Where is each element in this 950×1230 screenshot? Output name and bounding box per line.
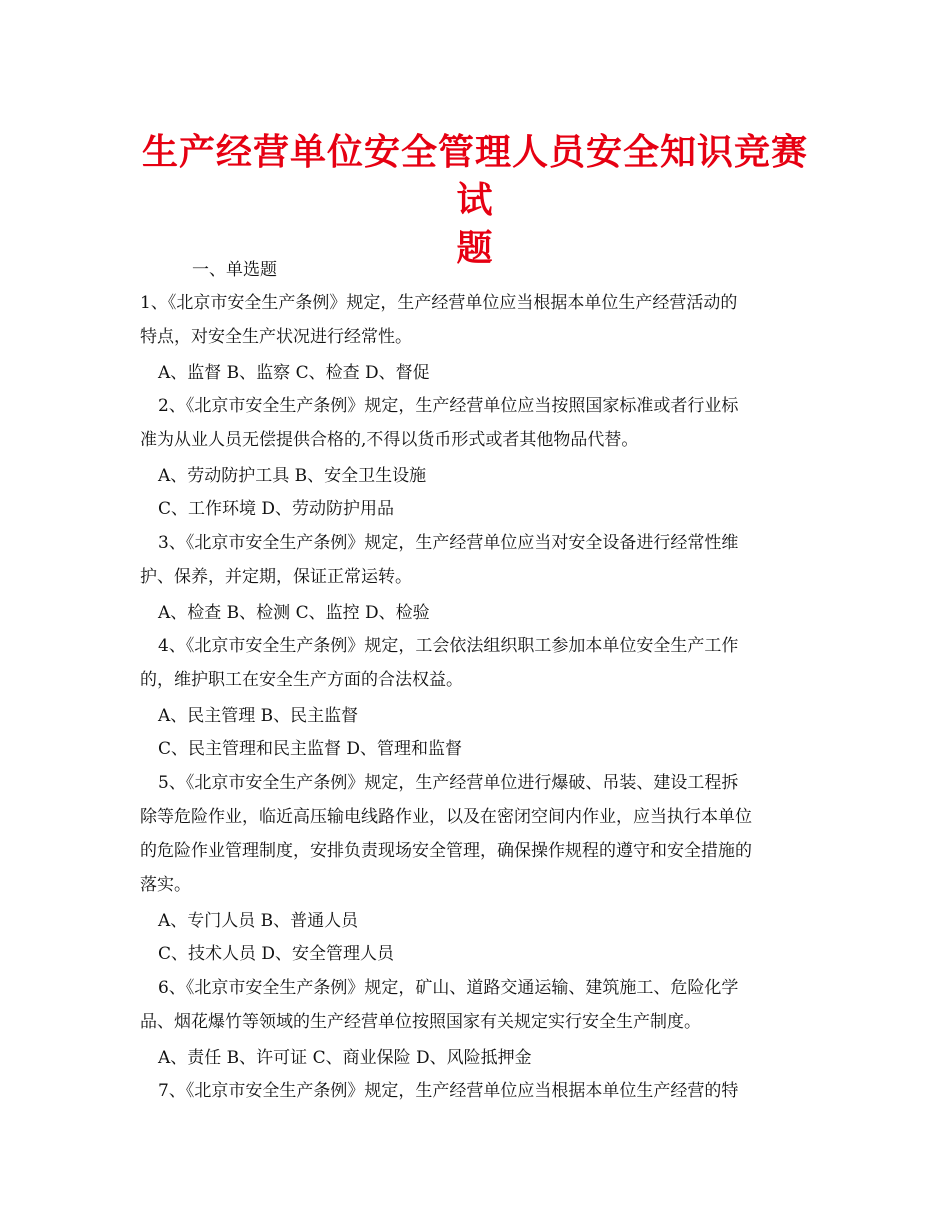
question-5-line-3: 的危险作业管理制度，安排负责现场安全管理，确保操作规程的遵守和安全措施的 <box>140 841 752 861</box>
question-4-line-1: 4、《北京市安全生产条例》规定，工会依法组织职工参加本单位安全生产工作 <box>158 636 739 656</box>
question-3-line-1: 3、《北京市安全生产条例》规定，生产经营单位应当对安全设备进行经常性维 <box>158 533 739 553</box>
question-2-line-1: 2、《北京市安全生产条例》规定，生产经营单位应当按照国家标准或者行业标 <box>158 396 739 416</box>
question-5-line-2: 除等危险作业，临近高压输电线路作业，以及在密闭空间内作业，应当执行本单位 <box>140 807 752 827</box>
question-3-line-2: 护、保养，并定期，保证正常运转。 <box>140 567 412 587</box>
title-line-2: 题 <box>456 227 494 269</box>
question-4-options-1: A、民主管理 B、民主监督 <box>158 706 359 726</box>
question-5-line-4: 落实。 <box>140 875 191 895</box>
document-title <box>140 128 810 272</box>
question-2-options-2: C、工作环境 D、劳动防护用品 <box>158 499 395 519</box>
question-5-line-1: 5、《北京市安全生产条例》规定，生产经营单位进行爆破、吊装、建设工程拆 <box>158 773 739 793</box>
question-5-options-2: C、技术人员 D、安全管理人员 <box>158 944 395 964</box>
question-5-options-1: A、专门人员 B、普通人员 <box>158 911 359 931</box>
question-6-line-1: 6、《北京市安全生产条例》规定，矿山、道路交通运输、建筑施工、危险化学 <box>158 978 739 998</box>
question-2-line-2: 准为从业人员无偿提供合格的,不得以货币形式或者其他物品代替。 <box>140 430 639 450</box>
question-7-line-1: 7、《北京市安全生产条例》规定，生产经营单位应当根据本单位生产经营的特 <box>158 1081 739 1101</box>
section-heading: 一、单选题 <box>192 260 277 280</box>
title-line-1: 生产经营单位安全管理人员安全知识竞赛试 <box>141 131 808 221</box>
question-1-line-1: 1、《北京市安全生产条例》规定，生产经营单位应当根据本单位生产经营活动的 <box>140 293 738 313</box>
question-6-line-2: 品、烟花爆竹等领域的生产经营单位按照国家有关规定实行安全生产制度。 <box>140 1012 701 1032</box>
question-6-options: A、责任 B、许可证 C、商业保险 D、风险抵押金 <box>158 1048 532 1068</box>
question-3-options: A、检查 B、检测 C、监控 D、检验 <box>158 603 430 623</box>
question-4-options-2: C、民主管理和民主监督 D、管理和监督 <box>158 739 463 759</box>
question-4-line-2: 的，维护职工在安全生产方面的合法权益。 <box>140 670 463 690</box>
question-1-line-2: 特点，对安全生产状况进行经常性。 <box>140 327 412 347</box>
question-1-options: A、监督 B、监察 C、检查 D、督促 <box>158 363 430 383</box>
question-2-options-1: A、劳动防护工具 B、安全卫生设施 <box>158 466 427 486</box>
